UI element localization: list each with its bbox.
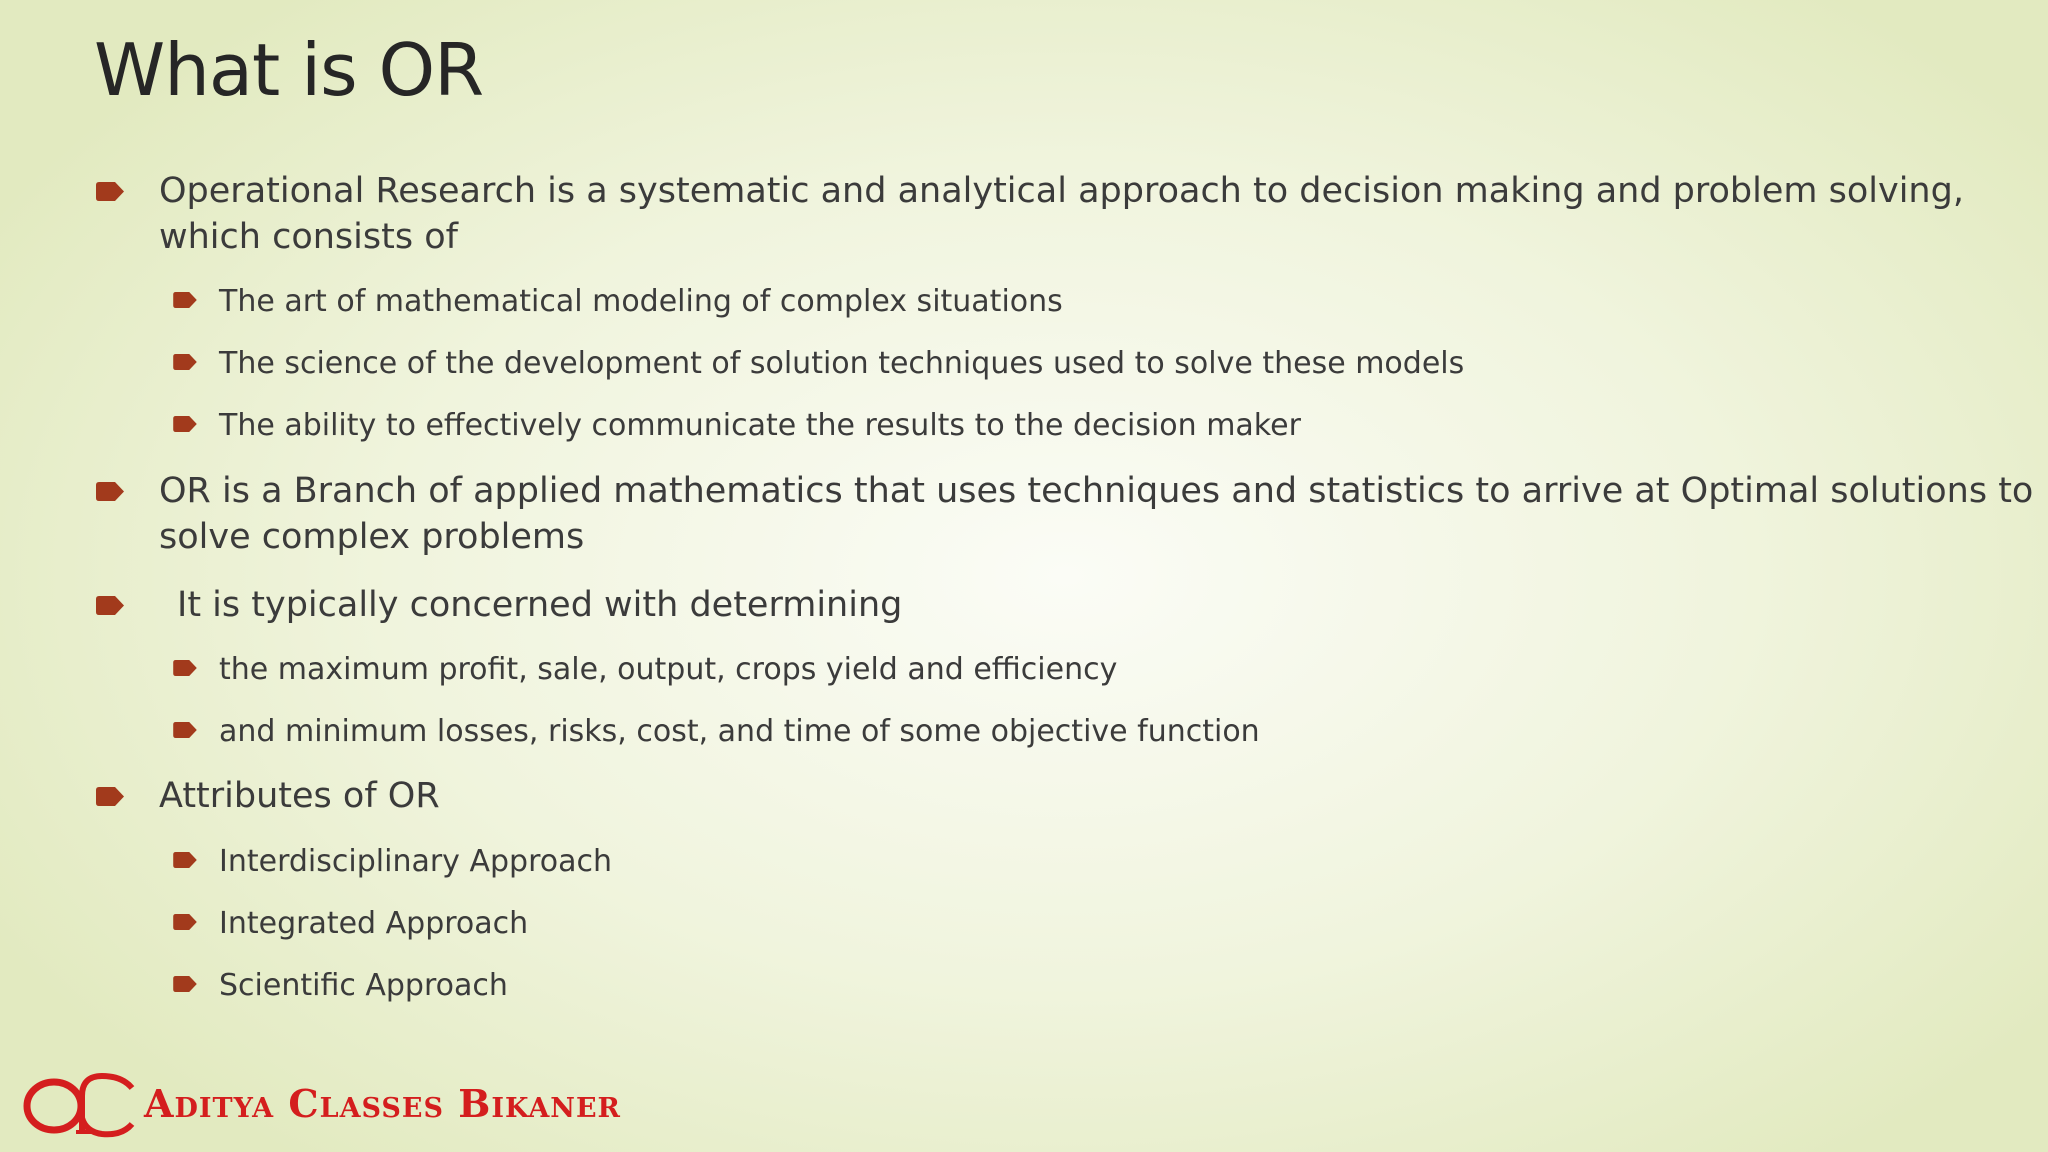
- arrow-tag-icon: [173, 354, 197, 370]
- arrow-tag-icon: [96, 787, 124, 806]
- sub-bullet-text: Integrated Approach: [219, 906, 529, 941]
- bullet-item: [96, 468, 2034, 560]
- brand-name: Aditya Classes Bikaner: [144, 1080, 622, 1126]
- bullet-text-line: solve complex problems: [159, 517, 585, 557]
- arrow-tag-icon: [96, 182, 124, 201]
- sub-bullet-text: Scientific Approach: [219, 968, 508, 1003]
- bullet-text-line: which consists of: [159, 217, 458, 257]
- arrow-tag-icon: [96, 596, 124, 615]
- arrow-tag-icon: [173, 914, 197, 930]
- bullet-item: [96, 582, 1976, 628]
- arrow-tag-icon: [96, 482, 124, 501]
- arrow-tag-icon: [173, 722, 197, 738]
- arrow-tag-icon: [173, 292, 197, 308]
- sub-bullet-item: [173, 711, 1973, 753]
- bullet-text-line: OR is a Branch of applied mathematics that uses techniques and statistics to arrive at Optimal solutions to: [159, 471, 2034, 511]
- ac-monogram-icon: [20, 1068, 140, 1138]
- bullet-text: It is typically concerned with determining: [177, 585, 903, 625]
- bullet-text-line: Operational Research is a systematic and analytical approach to decision making and problem solving,: [159, 171, 1964, 211]
- sub-bullet-item: [173, 965, 1973, 1007]
- sub-bullet-item: [173, 405, 1973, 447]
- arrow-tag-icon: [173, 976, 197, 992]
- bullet-item: [96, 773, 1976, 819]
- arrow-tag-icon: [173, 852, 197, 868]
- sub-bullet-text: The ability to effectively communicate the results to the decision maker: [219, 408, 1301, 443]
- bullet-item: [96, 168, 1976, 260]
- sub-bullet-item: [173, 343, 1973, 385]
- arrow-tag-icon: [173, 416, 197, 432]
- sub-bullet-item: [173, 903, 1973, 945]
- slide-title: What is OR: [94, 28, 484, 112]
- arrow-tag-icon: [173, 660, 197, 676]
- bullet-text: Attributes of OR: [159, 776, 440, 816]
- sub-bullet-item: [173, 281, 1973, 323]
- brand-logo: [20, 1068, 621, 1138]
- sub-bullet-item: [173, 841, 1973, 883]
- sub-bullet-item: [173, 649, 1973, 691]
- sub-bullet-text: the maximum profit, sale, output, crops yield and efficiency: [219, 652, 1118, 687]
- bullet-text: [159, 468, 2033, 560]
- sub-bullet-text: Interdisciplinary Approach: [219, 844, 612, 879]
- sub-bullet-text: The science of the development of solution techniques used to solve these models: [219, 346, 1465, 381]
- sub-bullet-text: The art of mathematical modeling of complex situations: [219, 284, 1063, 319]
- bullet-text: [159, 168, 1964, 260]
- sub-bullet-text: and minimum losses, risks, cost, and time of some objective function: [219, 714, 1260, 749]
